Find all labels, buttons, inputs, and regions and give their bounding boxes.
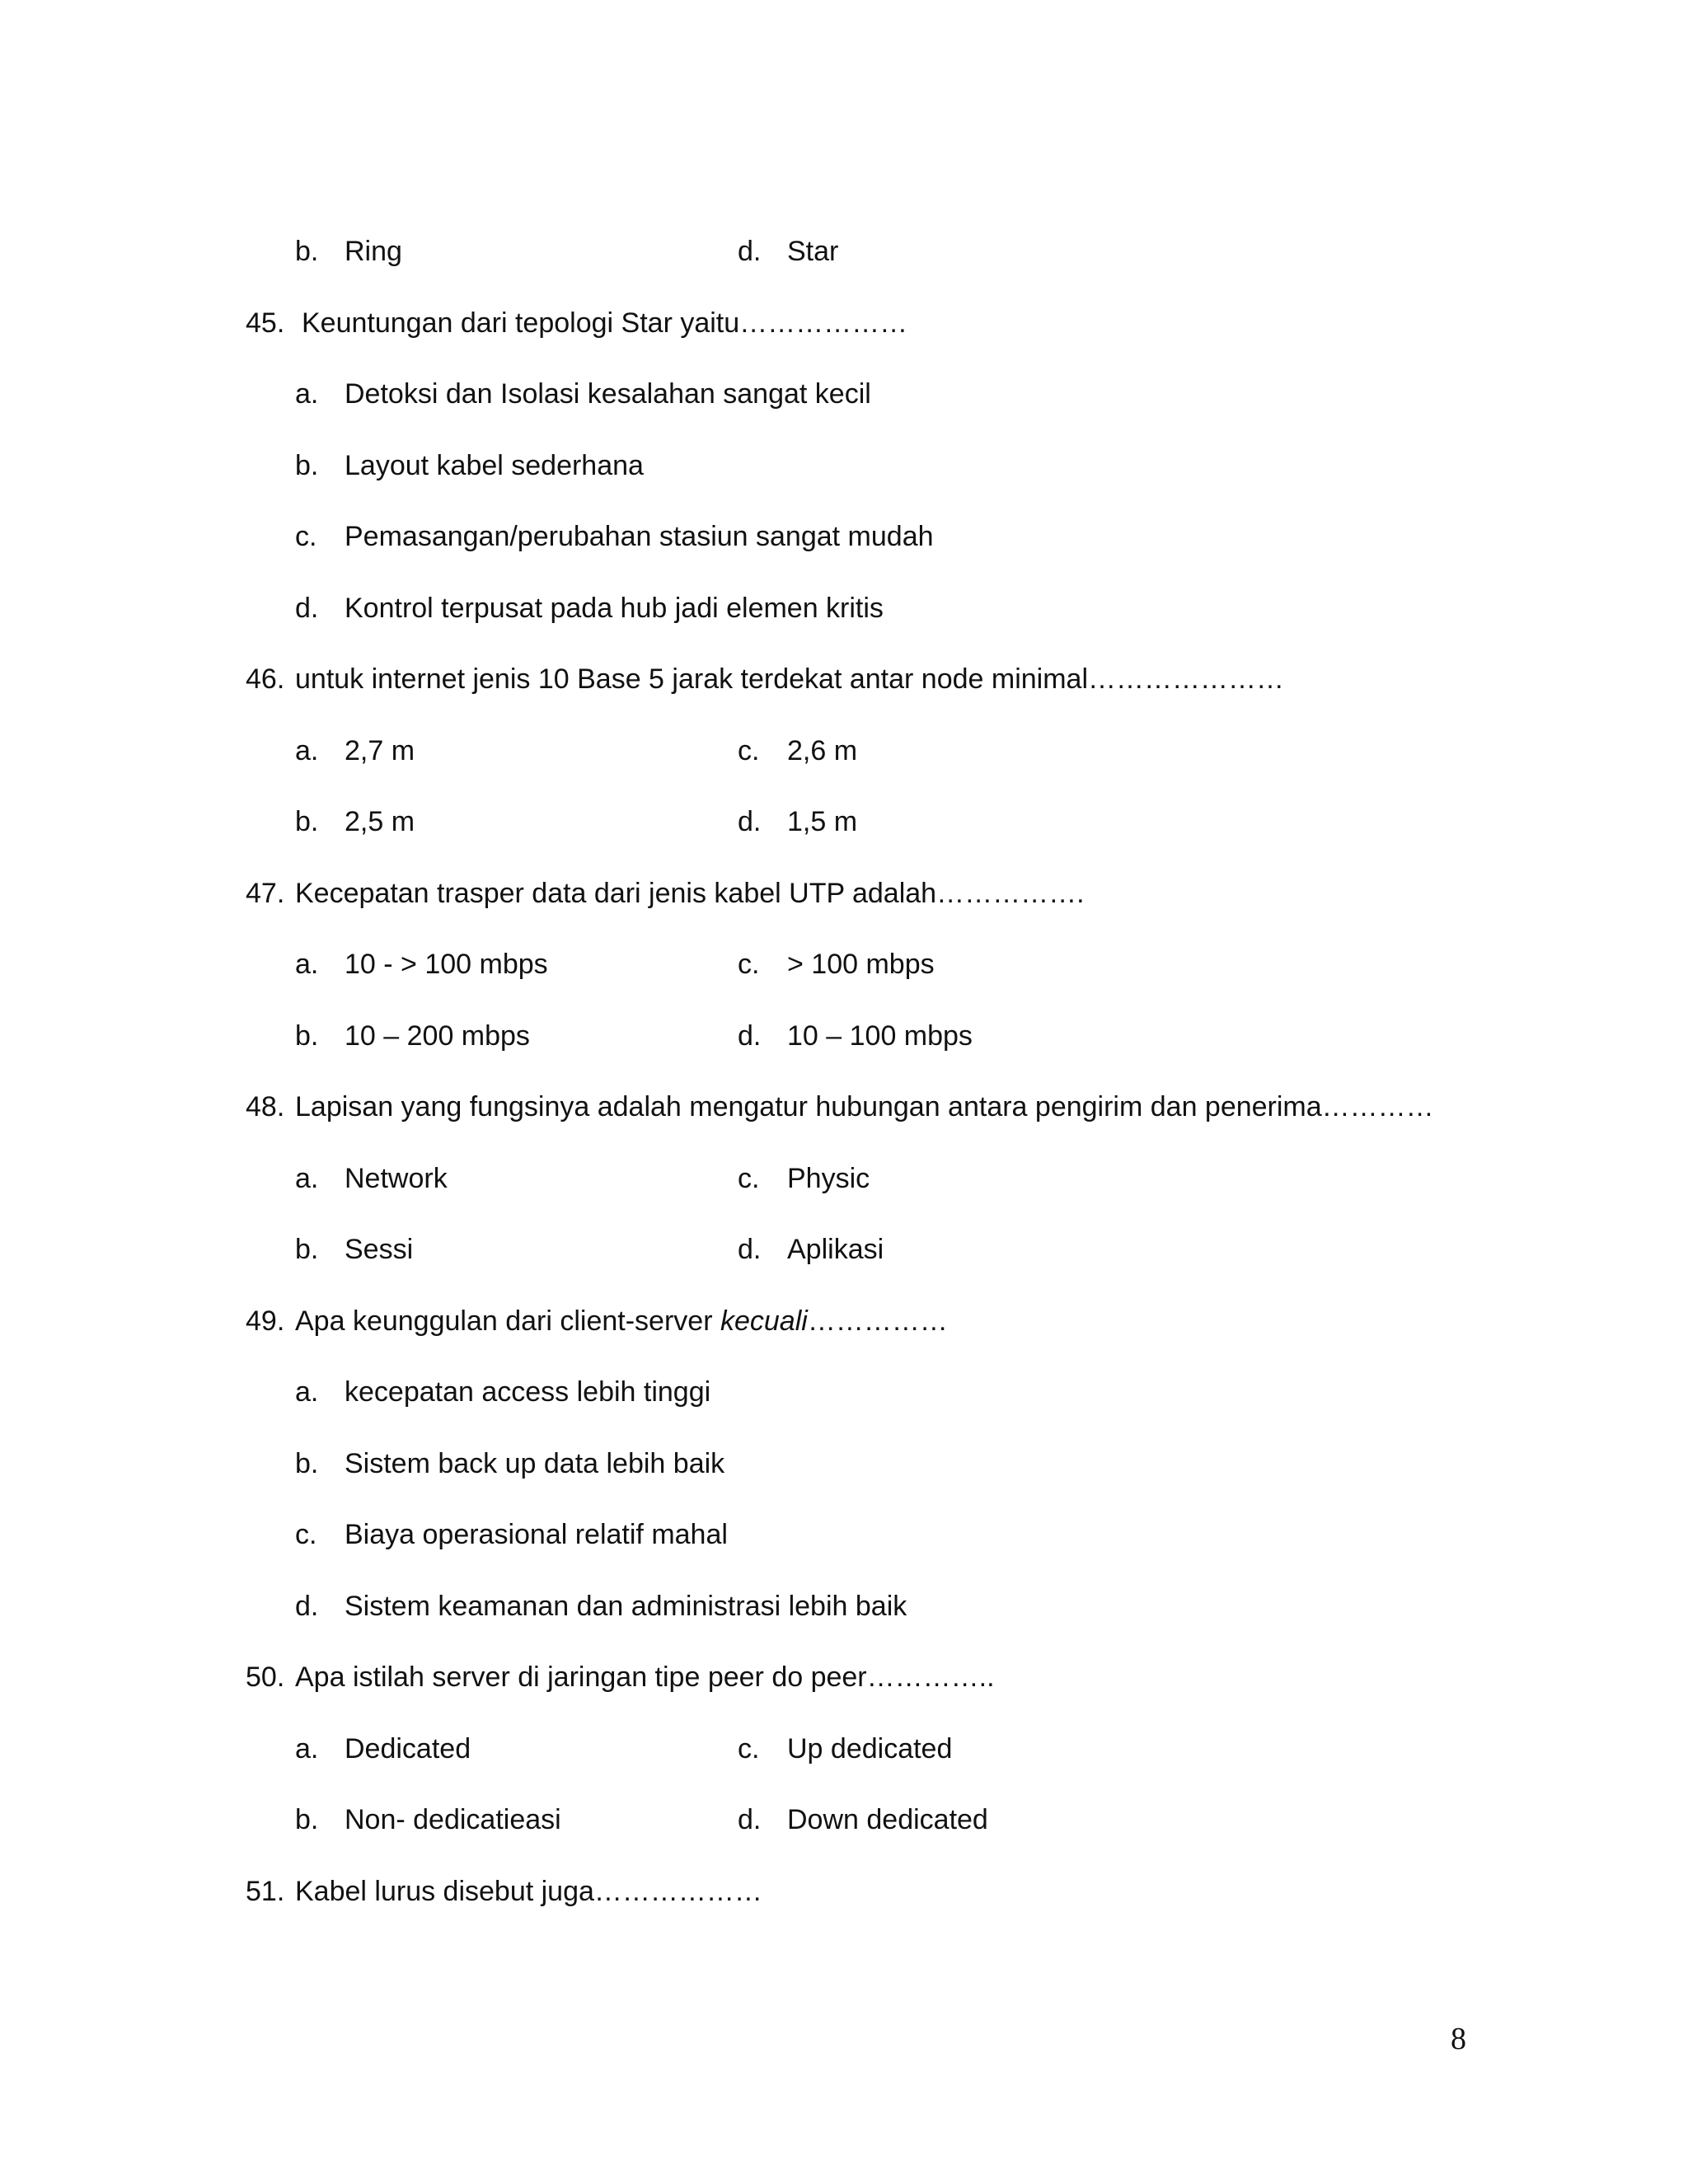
option-text: Ring [345, 236, 402, 267]
option-letter: c. [295, 1519, 317, 1550]
question-number: 50. [246, 1661, 285, 1693]
option-letter: c. [295, 521, 317, 552]
question-number: 51. [246, 1876, 285, 1907]
question-number: 46. [246, 663, 285, 695]
option-letter: a. [295, 1163, 319, 1194]
question-number: 45. [246, 307, 285, 339]
option-letter: a. [295, 1733, 319, 1765]
option-text: Kontrol terpusat pada hub jadi elemen kritis [345, 593, 884, 624]
question-text-ellipsis: …………… [807, 1305, 948, 1337]
option-text: 2,5 m [345, 806, 415, 837]
option-letter: a. [295, 378, 319, 410]
option-letter: b. [295, 806, 319, 837]
option-letter: d. [738, 1234, 762, 1265]
option-text: 2,7 m [345, 735, 415, 766]
question-text: Kecepatan trasper data dari jenis kabel UTP adalah……………. [295, 878, 1085, 909]
question-text: Apa istilah server di jaringan tipe peer do peer………….. [295, 1661, 995, 1693]
option-text: kecepatan access lebih tinggi [345, 1376, 711, 1408]
option-text: Sistem back up data lebih baik [345, 1448, 725, 1479]
option-text: Sessi [345, 1234, 414, 1265]
option-text: 10 – 200 mbps [345, 1020, 530, 1052]
option-letter: b. [295, 1448, 319, 1479]
option-text: 1,5 m [787, 806, 858, 837]
option-letter: b. [295, 1020, 319, 1052]
option-text: Up dedicated [787, 1733, 953, 1765]
option-letter: d. [738, 1804, 762, 1835]
option-letter: b. [295, 1234, 319, 1265]
option-letter: d. [738, 236, 762, 267]
option-text: Star [787, 236, 839, 267]
option-letter: c. [738, 1163, 760, 1194]
option-text: Down dedicated [787, 1804, 988, 1835]
option-letter: d. [738, 806, 762, 837]
option-text: Aplikasi [787, 1234, 884, 1265]
option-text: Detoksi dan Isolasi kesalahan sangat kecil [345, 378, 871, 410]
option-text: Network [345, 1163, 448, 1194]
question-text-start: Apa keunggulan dari client-server [295, 1305, 720, 1337]
option-letter: b. [295, 450, 319, 481]
question-number: 47. [246, 878, 285, 909]
option-text: Layout kabel sederhana [345, 450, 644, 481]
option-text: Sistem keamanan dan administrasi lebih baik [345, 1591, 907, 1622]
option-letter: c. [738, 1733, 760, 1765]
option-letter: d. [295, 1591, 319, 1622]
option-letter: b. [295, 236, 319, 267]
option-text: 10 - > 100 mbps [345, 949, 548, 980]
question-number: 49. [246, 1305, 285, 1337]
option-text: Biaya operasional relatif mahal [345, 1519, 728, 1550]
option-letter: a. [295, 949, 319, 980]
option-text: Physic [787, 1163, 870, 1194]
option-letter: d. [295, 593, 319, 624]
question-text: untuk internet jenis 10 Base 5 jarak terdekat antar node minimal………………… [295, 663, 1284, 695]
option-text: Non- dedicatieasi [345, 1804, 561, 1835]
option-text: Dedicated [345, 1733, 471, 1765]
question-text: Lapisan yang fungsinya adalah mengatur hubungan antara pengirim dan penerima………… [295, 1091, 1434, 1122]
option-text: Pemasangan/perubahan stasiun sangat mudah [345, 521, 934, 552]
question-text: Kabel lurus disebut juga……………… [295, 1876, 762, 1907]
option-letter: c. [738, 735, 760, 766]
option-letter: c. [738, 949, 760, 980]
option-text: 2,6 m [787, 735, 858, 766]
page-number: 8 [1451, 2022, 1466, 2056]
option-letter: a. [295, 1376, 319, 1408]
option-letter: a. [295, 735, 319, 766]
question-number: 48. [246, 1091, 285, 1122]
question-text-emphasis: kecuali [720, 1305, 808, 1337]
question-text: Keuntungan dari tepologi Star yaitu……………… [302, 307, 908, 339]
option-letter: b. [295, 1804, 319, 1835]
question-text [295, 1305, 948, 1338]
option-letter: d. [738, 1020, 762, 1052]
option-text: 10 – 100 mbps [787, 1020, 973, 1052]
option-text: > 100 mbps [787, 949, 935, 980]
